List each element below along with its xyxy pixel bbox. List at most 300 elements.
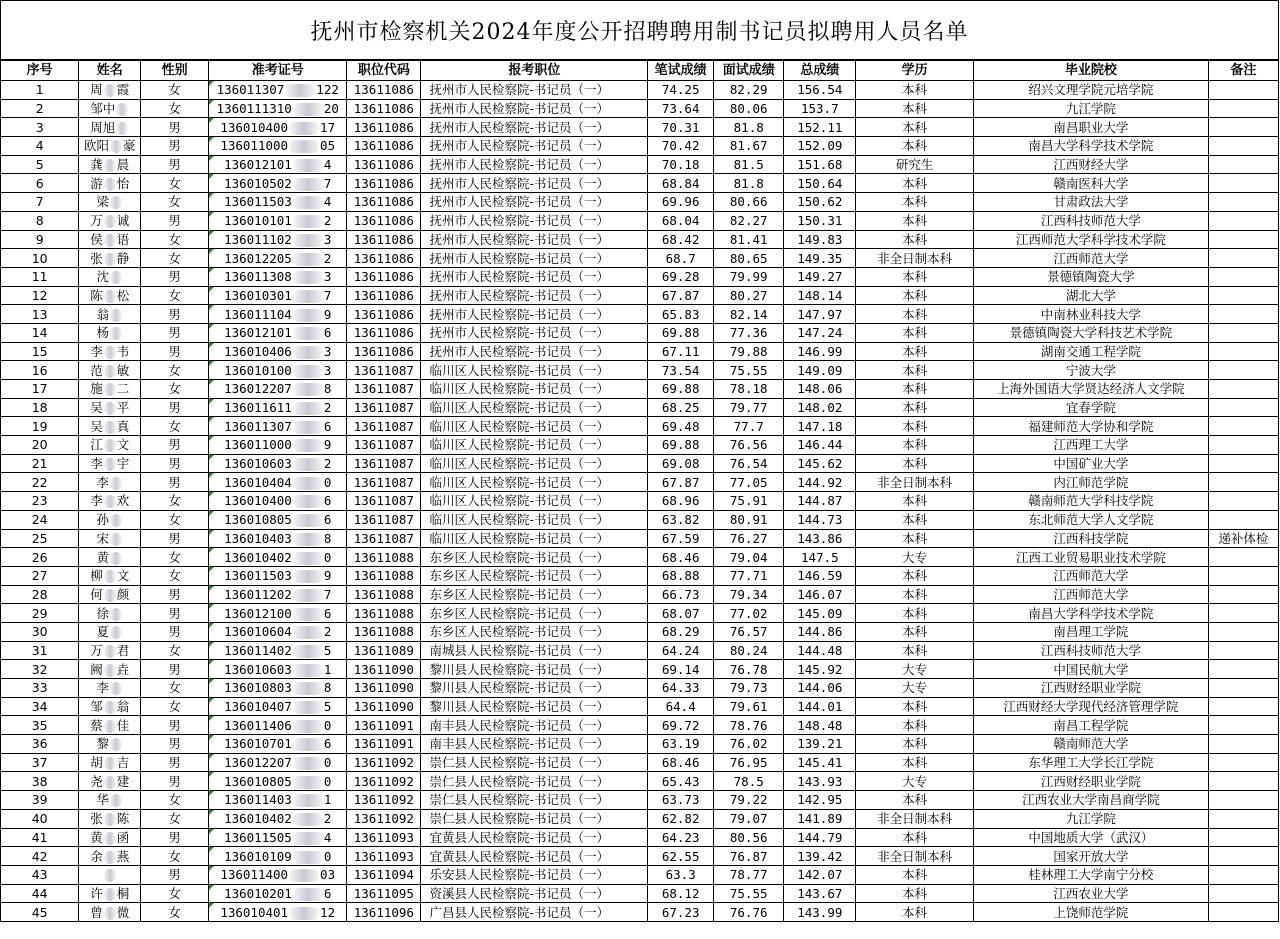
cell-note[interactable] [1208, 361, 1278, 380]
cell-position[interactable]: 抚州市人民检察院-书记员（一） [421, 155, 648, 174]
cell-seq[interactable]: 21 [1, 454, 79, 473]
cell-exam-id[interactable] [209, 454, 347, 473]
cell-education[interactable]: 本科 [856, 865, 973, 884]
cell-note[interactable] [1208, 81, 1278, 100]
cell-written-score[interactable]: 69.28 [648, 267, 714, 286]
cell-note[interactable] [1208, 622, 1278, 641]
cell-note[interactable] [1208, 436, 1278, 455]
cell-interview-score[interactable]: 76.27 [714, 529, 784, 548]
cell-written-score[interactable]: 64.4 [648, 697, 714, 716]
cell-exam-id[interactable] [209, 473, 347, 492]
cell-position[interactable]: 崇仁县人民检察院-书记员（一） [421, 772, 648, 791]
cell-seq[interactable]: 1 [1, 81, 79, 100]
cell-school[interactable]: 南昌工程学院 [973, 716, 1208, 735]
cell-exam-id[interactable] [209, 155, 347, 174]
cell-gender[interactable]: 男 [141, 772, 209, 791]
cell-name[interactable] [79, 417, 141, 436]
cell-exam-id[interactable] [209, 809, 347, 828]
cell-written-score[interactable]: 67.87 [648, 286, 714, 305]
cell-position-code[interactable]: 13611095 [347, 884, 421, 903]
cell-interview-score[interactable]: 79.77 [714, 398, 784, 417]
cell-note[interactable] [1208, 903, 1278, 922]
cell-interview-score[interactable]: 81.8 [714, 174, 784, 193]
cell-gender[interactable]: 女 [141, 548, 209, 567]
cell-exam-id[interactable] [209, 865, 347, 884]
cell-position-code[interactable]: 13611087 [347, 510, 421, 529]
cell-interview-score[interactable]: 81.41 [714, 230, 784, 249]
cell-written-score[interactable]: 69.48 [648, 417, 714, 436]
cell-interview-score[interactable]: 79.34 [714, 585, 784, 604]
cell-position-code[interactable]: 13611090 [347, 660, 421, 679]
cell-note[interactable] [1208, 716, 1278, 735]
cell-exam-id[interactable] [209, 753, 347, 772]
cell-interview-score[interactable]: 82.14 [714, 305, 784, 324]
cell-name[interactable] [79, 884, 141, 903]
cell-position-code[interactable]: 13611087 [347, 417, 421, 436]
cell-education[interactable]: 大专 [856, 772, 973, 791]
cell-note[interactable] [1208, 417, 1278, 436]
cell-name[interactable] [79, 174, 141, 193]
cell-position-code[interactable]: 13611086 [347, 230, 421, 249]
cell-position[interactable]: 抚州市人民检察院-书记员（一） [421, 267, 648, 286]
cell-position-code[interactable]: 13611087 [347, 529, 421, 548]
cell-position[interactable]: 抚州市人民检察院-书记员（一） [421, 99, 648, 118]
cell-total-score[interactable]: 144.06 [784, 679, 856, 698]
cell-position[interactable]: 抚州市人民检察院-书记员（一） [421, 323, 648, 342]
cell-note[interactable] [1208, 211, 1278, 230]
cell-position-code[interactable]: 13611094 [347, 865, 421, 884]
col-header-name[interactable]: 姓名 [79, 61, 141, 81]
cell-gender[interactable]: 女 [141, 81, 209, 100]
cell-written-score[interactable]: 68.29 [648, 622, 714, 641]
cell-written-score[interactable]: 67.11 [648, 342, 714, 361]
cell-exam-id[interactable] [209, 548, 347, 567]
cell-school[interactable]: 赣南师范大学科技学院 [973, 492, 1208, 511]
cell-position-code[interactable]: 13611087 [347, 473, 421, 492]
cell-position[interactable]: 乐安县人民检察院-书记员（一） [421, 865, 648, 884]
cell-total-score[interactable]: 144.92 [784, 473, 856, 492]
cell-written-score[interactable]: 73.54 [648, 361, 714, 380]
cell-position[interactable]: 临川区人民检察院-书记员（一） [421, 529, 648, 548]
cell-school[interactable]: 甘肃政法大学 [973, 193, 1208, 212]
cell-written-score[interactable]: 68.88 [648, 566, 714, 585]
cell-interview-score[interactable]: 81.5 [714, 155, 784, 174]
cell-written-score[interactable]: 68.42 [648, 230, 714, 249]
cell-gender[interactable]: 男 [141, 454, 209, 473]
cell-position[interactable]: 东乡区人民检察院-书记员（一） [421, 585, 648, 604]
cell-note[interactable] [1208, 286, 1278, 305]
cell-gender[interactable]: 男 [141, 529, 209, 548]
cell-position-code[interactable]: 13611088 [347, 622, 421, 641]
cell-school[interactable]: 景德镇陶瓷大学科技艺术学院 [973, 323, 1208, 342]
cell-school[interactable]: 江西师范大学 [973, 566, 1208, 585]
cell-note[interactable]: 递补体检 [1208, 529, 1278, 548]
cell-position-code[interactable]: 13611086 [347, 286, 421, 305]
cell-interview-score[interactable]: 75.55 [714, 884, 784, 903]
cell-written-score[interactable]: 68.12 [648, 884, 714, 903]
cell-gender[interactable]: 男 [141, 118, 209, 137]
cell-interview-score[interactable]: 77.36 [714, 323, 784, 342]
cell-written-score[interactable]: 70.18 [648, 155, 714, 174]
cell-total-score[interactable]: 139.42 [784, 847, 856, 866]
cell-name[interactable] [79, 604, 141, 623]
cell-position[interactable]: 临川区人民检察院-书记员（一） [421, 492, 648, 511]
cell-education[interactable]: 本科 [856, 305, 973, 324]
cell-total-score[interactable]: 143.86 [784, 529, 856, 548]
cell-gender[interactable]: 男 [141, 735, 209, 754]
cell-education[interactable]: 本科 [856, 398, 973, 417]
cell-total-score[interactable]: 148.48 [784, 716, 856, 735]
cell-exam-id[interactable] [209, 641, 347, 660]
cell-written-score[interactable]: 65.43 [648, 772, 714, 791]
cell-note[interactable] [1208, 99, 1278, 118]
cell-education[interactable]: 本科 [856, 510, 973, 529]
cell-note[interactable] [1208, 342, 1278, 361]
cell-education[interactable]: 本科 [856, 791, 973, 810]
cell-school[interactable]: 绍兴文理学院元培学院 [973, 81, 1208, 100]
cell-note[interactable] [1208, 473, 1278, 492]
cell-position[interactable]: 黎川县人民检察院-书记员（一） [421, 697, 648, 716]
cell-seq[interactable]: 15 [1, 342, 79, 361]
cell-interview-score[interactable]: 79.04 [714, 548, 784, 567]
cell-seq[interactable]: 5 [1, 155, 79, 174]
cell-note[interactable] [1208, 585, 1278, 604]
cell-education[interactable]: 本科 [856, 361, 973, 380]
cell-gender[interactable]: 男 [141, 137, 209, 156]
cell-note[interactable] [1208, 791, 1278, 810]
cell-gender[interactable]: 男 [141, 267, 209, 286]
cell-position[interactable]: 临川区人民检察院-书记员（一） [421, 454, 648, 473]
cell-school[interactable]: 江西师范大学科学技术学院 [973, 230, 1208, 249]
cell-gender[interactable]: 男 [141, 211, 209, 230]
cell-position-code[interactable]: 13611086 [347, 118, 421, 137]
cell-school[interactable]: 国家开放大学 [973, 847, 1208, 866]
cell-position-code[interactable]: 13611092 [347, 753, 421, 772]
cell-interview-score[interactable]: 76.78 [714, 660, 784, 679]
cell-education[interactable]: 大专 [856, 679, 973, 698]
cell-education[interactable]: 研究生 [856, 155, 973, 174]
cell-name[interactable] [79, 510, 141, 529]
cell-exam-id[interactable] [209, 249, 347, 268]
cell-position-code[interactable]: 13611092 [347, 791, 421, 810]
cell-written-score[interactable]: 65.83 [648, 305, 714, 324]
cell-name[interactable] [79, 193, 141, 212]
cell-school[interactable]: 南昌大学科学技术学院 [973, 137, 1208, 156]
cell-seq[interactable]: 12 [1, 286, 79, 305]
cell-written-score[interactable]: 69.88 [648, 380, 714, 399]
cell-interview-score[interactable]: 79.61 [714, 697, 784, 716]
cell-exam-id[interactable] [209, 398, 347, 417]
cell-seq[interactable]: 37 [1, 753, 79, 772]
cell-exam-id[interactable] [209, 211, 347, 230]
cell-education[interactable]: 本科 [856, 604, 973, 623]
cell-name[interactable] [79, 398, 141, 417]
cell-school[interactable]: 中国矿业大学 [973, 454, 1208, 473]
cell-position[interactable]: 宜黄县人民检察院-书记员（一） [421, 828, 648, 847]
cell-interview-score[interactable]: 78.76 [714, 716, 784, 735]
cell-position[interactable]: 广昌县人民检察院-书记员（一） [421, 903, 648, 922]
cell-note[interactable] [1208, 809, 1278, 828]
cell-school[interactable]: 桂林理工大学南宁分校 [973, 865, 1208, 884]
cell-interview-score[interactable]: 76.95 [714, 753, 784, 772]
cell-interview-score[interactable]: 76.87 [714, 847, 784, 866]
cell-written-score[interactable]: 63.3 [648, 865, 714, 884]
cell-interview-score[interactable]: 78.5 [714, 772, 784, 791]
cell-gender[interactable]: 女 [141, 249, 209, 268]
cell-seq[interactable]: 32 [1, 660, 79, 679]
cell-position-code[interactable]: 13611086 [347, 323, 421, 342]
cell-gender[interactable]: 女 [141, 641, 209, 660]
cell-education[interactable]: 本科 [856, 380, 973, 399]
cell-position-code[interactable]: 13611086 [347, 99, 421, 118]
cell-written-score[interactable]: 68.04 [648, 211, 714, 230]
cell-gender[interactable]: 女 [141, 361, 209, 380]
cell-written-score[interactable]: 68.96 [648, 492, 714, 511]
cell-gender[interactable]: 男 [141, 155, 209, 174]
cell-education[interactable]: 本科 [856, 716, 973, 735]
cell-seq[interactable]: 7 [1, 193, 79, 212]
cell-school[interactable]: 南昌理工学院 [973, 622, 1208, 641]
cell-seq[interactable]: 19 [1, 417, 79, 436]
cell-total-score[interactable]: 148.06 [784, 380, 856, 399]
cell-total-score[interactable]: 146.99 [784, 342, 856, 361]
cell-gender[interactable]: 女 [141, 679, 209, 698]
cell-gender[interactable]: 女 [141, 566, 209, 585]
cell-position-code[interactable]: 13611087 [347, 361, 421, 380]
col-header-education[interactable]: 学历 [856, 61, 973, 81]
cell-name[interactable] [79, 99, 141, 118]
cell-interview-score[interactable]: 77.7 [714, 417, 784, 436]
cell-note[interactable] [1208, 118, 1278, 137]
cell-exam-id[interactable] [209, 99, 347, 118]
cell-name[interactable] [79, 323, 141, 342]
cell-name[interactable] [79, 679, 141, 698]
cell-exam-id[interactable] [209, 622, 347, 641]
cell-name[interactable] [79, 622, 141, 641]
cell-education[interactable]: 本科 [856, 193, 973, 212]
cell-school[interactable]: 江西师范大学 [973, 249, 1208, 268]
cell-seq[interactable]: 27 [1, 566, 79, 585]
cell-seq[interactable]: 29 [1, 604, 79, 623]
cell-gender[interactable]: 女 [141, 847, 209, 866]
cell-position[interactable]: 抚州市人民检察院-书记员（一） [421, 305, 648, 324]
cell-school[interactable]: 宜春学院 [973, 398, 1208, 417]
cell-name[interactable] [79, 828, 141, 847]
cell-exam-id[interactable] [209, 903, 347, 922]
cell-written-score[interactable]: 63.82 [648, 510, 714, 529]
cell-education[interactable]: 本科 [856, 267, 973, 286]
cell-education[interactable]: 本科 [856, 697, 973, 716]
cell-school[interactable]: 江西农业大学南昌商学院 [973, 791, 1208, 810]
cell-position-code[interactable]: 13611088 [347, 585, 421, 604]
cell-position[interactable]: 南丰县人民检察院-书记员（一） [421, 735, 648, 754]
cell-interview-score[interactable]: 76.02 [714, 735, 784, 754]
cell-school[interactable]: 东北师范大学人文学院 [973, 510, 1208, 529]
cell-position[interactable]: 临川区人民检察院-书记员（一） [421, 361, 648, 380]
cell-gender[interactable]: 女 [141, 510, 209, 529]
cell-exam-id[interactable] [209, 417, 347, 436]
cell-interview-score[interactable]: 77.05 [714, 473, 784, 492]
cell-position-code[interactable]: 13611089 [347, 641, 421, 660]
cell-total-score[interactable]: 152.09 [784, 137, 856, 156]
cell-school[interactable]: 江西财经职业学院 [973, 772, 1208, 791]
cell-total-score[interactable]: 145.41 [784, 753, 856, 772]
cell-interview-score[interactable]: 82.29 [714, 81, 784, 100]
cell-gender[interactable]: 男 [141, 622, 209, 641]
cell-total-score[interactable]: 147.18 [784, 417, 856, 436]
cell-total-score[interactable]: 149.83 [784, 230, 856, 249]
cell-note[interactable] [1208, 548, 1278, 567]
cell-written-score[interactable]: 69.08 [648, 454, 714, 473]
cell-gender[interactable]: 女 [141, 230, 209, 249]
cell-written-score[interactable]: 68.25 [648, 398, 714, 417]
cell-total-score[interactable]: 147.5 [784, 548, 856, 567]
cell-name[interactable] [79, 809, 141, 828]
cell-position-code[interactable]: 13611086 [347, 267, 421, 286]
cell-seq[interactable]: 22 [1, 473, 79, 492]
cell-total-score[interactable]: 144.87 [784, 492, 856, 511]
cell-note[interactable] [1208, 155, 1278, 174]
cell-school[interactable]: 中国地质大学（武汉） [973, 828, 1208, 847]
cell-position-code[interactable]: 13611087 [347, 398, 421, 417]
cell-total-score[interactable]: 146.07 [784, 585, 856, 604]
cell-exam-id[interactable] [209, 772, 347, 791]
cell-position-code[interactable]: 13611086 [347, 155, 421, 174]
cell-total-score[interactable]: 147.24 [784, 323, 856, 342]
cell-position-code[interactable]: 13611087 [347, 492, 421, 511]
cell-written-score[interactable]: 68.7 [648, 249, 714, 268]
cell-written-score[interactable]: 64.33 [648, 679, 714, 698]
cell-exam-id[interactable] [209, 716, 347, 735]
cell-interview-score[interactable]: 76.54 [714, 454, 784, 473]
cell-exam-id[interactable] [209, 791, 347, 810]
cell-gender[interactable]: 女 [141, 286, 209, 305]
cell-education[interactable]: 本科 [856, 211, 973, 230]
cell-position[interactable]: 崇仁县人民检察院-书记员（一） [421, 753, 648, 772]
cell-gender[interactable]: 女 [141, 809, 209, 828]
cell-name[interactable] [79, 566, 141, 585]
cell-note[interactable] [1208, 267, 1278, 286]
cell-position[interactable]: 临川区人民检察院-书记员（一） [421, 436, 648, 455]
cell-note[interactable] [1208, 865, 1278, 884]
cell-name[interactable] [79, 286, 141, 305]
cell-school[interactable]: 宁波大学 [973, 361, 1208, 380]
cell-position[interactable]: 南丰县人民检察院-书记员（一） [421, 716, 648, 735]
cell-exam-id[interactable] [209, 323, 347, 342]
cell-position-code[interactable]: 13611096 [347, 903, 421, 922]
cell-seq[interactable]: 17 [1, 380, 79, 399]
cell-position[interactable]: 抚州市人民检察院-书记员（一） [421, 286, 648, 305]
cell-total-score[interactable]: 151.68 [784, 155, 856, 174]
cell-exam-id[interactable] [209, 510, 347, 529]
cell-interview-score[interactable]: 81.67 [714, 137, 784, 156]
cell-education[interactable]: 本科 [856, 118, 973, 137]
cell-written-score[interactable]: 73.64 [648, 99, 714, 118]
cell-gender[interactable]: 女 [141, 174, 209, 193]
cell-note[interactable] [1208, 137, 1278, 156]
cell-note[interactable] [1208, 193, 1278, 212]
cell-written-score[interactable]: 70.42 [648, 137, 714, 156]
cell-seq[interactable]: 36 [1, 735, 79, 754]
cell-name[interactable] [79, 903, 141, 922]
cell-exam-id[interactable] [209, 305, 347, 324]
cell-interview-score[interactable]: 80.91 [714, 510, 784, 529]
cell-written-score[interactable]: 63.19 [648, 735, 714, 754]
cell-interview-score[interactable]: 79.73 [714, 679, 784, 698]
cell-total-score[interactable]: 142.07 [784, 865, 856, 884]
cell-school[interactable]: 江西科技师范大学 [973, 641, 1208, 660]
cell-position[interactable]: 抚州市人民检察院-书记员（一） [421, 118, 648, 137]
cell-name[interactable] [79, 753, 141, 772]
cell-total-score[interactable]: 146.59 [784, 566, 856, 585]
cell-seq[interactable]: 30 [1, 622, 79, 641]
cell-seq[interactable]: 42 [1, 847, 79, 866]
col-header-interview-score[interactable]: 面试成绩 [714, 61, 784, 81]
cell-exam-id[interactable] [209, 828, 347, 847]
cell-position-code[interactable]: 13611087 [347, 380, 421, 399]
cell-exam-id[interactable] [209, 492, 347, 511]
cell-school[interactable]: 江西理工大学 [973, 436, 1208, 455]
cell-school[interactable]: 九江学院 [973, 99, 1208, 118]
cell-gender[interactable]: 男 [141, 604, 209, 623]
cell-interview-score[interactable]: 80.56 [714, 828, 784, 847]
cell-school[interactable]: 南昌职业大学 [973, 118, 1208, 137]
cell-school[interactable]: 湖北大学 [973, 286, 1208, 305]
cell-name[interactable] [79, 361, 141, 380]
cell-position[interactable]: 抚州市人民检察院-书记员（一） [421, 249, 648, 268]
cell-school[interactable]: 南昌大学科学技术学院 [973, 604, 1208, 623]
cell-seq[interactable]: 3 [1, 118, 79, 137]
cell-name[interactable] [79, 211, 141, 230]
cell-seq[interactable]: 31 [1, 641, 79, 660]
cell-position-code[interactable]: 13611086 [347, 249, 421, 268]
cell-written-score[interactable]: 67.87 [648, 473, 714, 492]
cell-school[interactable]: 江西师范大学 [973, 585, 1208, 604]
cell-seq[interactable]: 16 [1, 361, 79, 380]
cell-seq[interactable]: 25 [1, 529, 79, 548]
cell-gender[interactable]: 女 [141, 99, 209, 118]
cell-school[interactable]: 赣南医科大学 [973, 174, 1208, 193]
cell-position-code[interactable]: 13611087 [347, 436, 421, 455]
cell-note[interactable] [1208, 735, 1278, 754]
cell-exam-id[interactable] [209, 679, 347, 698]
cell-school[interactable]: 江西农业大学 [973, 884, 1208, 903]
cell-name[interactable] [79, 81, 141, 100]
cell-name[interactable] [79, 641, 141, 660]
cell-name[interactable] [79, 585, 141, 604]
cell-position[interactable]: 资溪县人民检察院-书记员（一） [421, 884, 648, 903]
cell-education[interactable]: 本科 [856, 99, 973, 118]
cell-written-score[interactable]: 68.46 [648, 548, 714, 567]
cell-school[interactable]: 江西财经职业学院 [973, 679, 1208, 698]
cell-position-code[interactable]: 13611086 [347, 174, 421, 193]
cell-position-code[interactable]: 13611093 [347, 847, 421, 866]
cell-school[interactable]: 福建师范大学协和学院 [973, 417, 1208, 436]
cell-position-code[interactable]: 13611091 [347, 716, 421, 735]
cell-interview-score[interactable]: 80.27 [714, 286, 784, 305]
cell-note[interactable] [1208, 305, 1278, 324]
cell-position[interactable]: 崇仁县人民检察院-书记员（一） [421, 791, 648, 810]
cell-education[interactable]: 本科 [856, 566, 973, 585]
cell-position[interactable]: 抚州市人民检察院-书记员（一） [421, 174, 648, 193]
cell-name[interactable] [79, 697, 141, 716]
cell-name[interactable] [79, 473, 141, 492]
cell-education[interactable]: 本科 [856, 622, 973, 641]
cell-interview-score[interactable]: 80.65 [714, 249, 784, 268]
cell-interview-score[interactable]: 76.76 [714, 903, 784, 922]
cell-interview-score[interactable]: 78.18 [714, 380, 784, 399]
cell-education[interactable]: 本科 [856, 137, 973, 156]
